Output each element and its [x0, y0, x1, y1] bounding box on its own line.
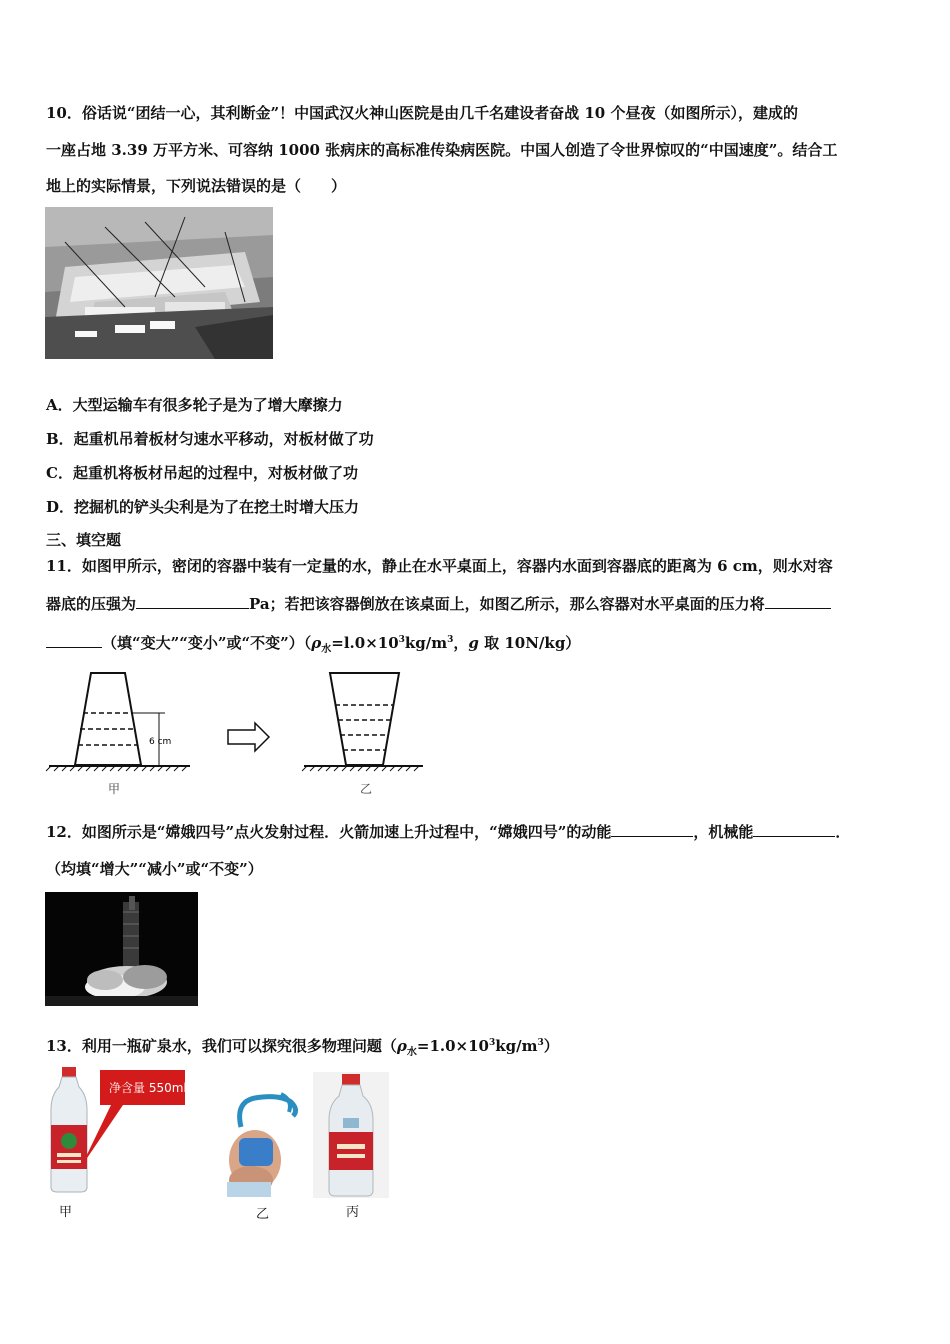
q11-text-3d: ， — [453, 634, 469, 652]
rocket-launch-photo — [45, 892, 198, 1006]
q11-text-3a: （填“变大”“变小”或“不变”）（ — [102, 634, 312, 652]
q13-rho: ρ — [396, 1037, 407, 1055]
q11-rho: ρ — [311, 634, 322, 652]
q11-force-blank[interactable] — [765, 594, 831, 609]
q11-line-1: 11．如图甲所示，密闭的容器中装有一定量的水，静止在水平桌面上，容器内水面到容器底的距离为 6 cm，则水对容 — [46, 557, 833, 575]
volume-callout: 净含量 550ml — [109, 1081, 187, 1095]
q13-label-jia: 甲 — [59, 1205, 73, 1220]
q11-text-2a: 器底的压强为 — [46, 595, 137, 613]
q12-line-1 — [46, 822, 850, 842]
q13-text-1c: kg/m — [495, 1037, 538, 1055]
bottle-yi-photo — [221, 1082, 301, 1197]
bottle-bing-photo — [313, 1072, 389, 1198]
q13-line-1 — [46, 1033, 559, 1063]
height-label: 6 cm — [149, 737, 172, 747]
q11-line-2 — [46, 594, 831, 614]
q11-exp: 3 — [398, 635, 405, 645]
q12-text-1a: 12．如图所示是“嫦娥四号”点火发射过程．火箭加速上升过程中，“嫦娥四号”的动能 — [46, 823, 612, 841]
q13-label-bing: 丙 — [346, 1205, 360, 1220]
q12-text-1c: ． — [835, 823, 851, 841]
q13-text-1a: 13．利用一瓶矿泉水，我们可以探究很多物理问题（ — [46, 1037, 397, 1055]
q12-text-1b: ，机械能 — [693, 823, 754, 841]
q12-line-2: （均填“增大”“减小”或“不变”） — [46, 860, 263, 878]
q11-text-2b: Pa；若把该容器倒放在该桌面上，如图乙所示，那么容器对水平桌面的压力将 — [249, 595, 765, 613]
q11-text-3c: kg/m — [404, 634, 448, 652]
q10-option-a: A．大型运输车有很多轮子是为了增大摩擦力 — [46, 396, 343, 414]
q10-option-d: D．挖掘机的铲头尖利是为了在挖土时增大压力 — [46, 498, 360, 516]
q13-label-yi: 乙 — [256, 1207, 270, 1222]
q11-water-sub: 水 — [321, 644, 332, 655]
q11-exp-2: 3 — [447, 635, 454, 645]
q10-line-1: 10．俗话说“团结一心，其利断金”！中国武汉火神山医院是由几千名建设者奋战 10 个昼夜（如图所示），建成的 — [46, 104, 798, 122]
q11-text-3e: 取 10N/kg） — [478, 634, 581, 652]
q11-force-blank-cont[interactable] — [46, 633, 102, 648]
q13-text-1b: =1.0×10 — [416, 1037, 489, 1055]
q11-line-3 — [46, 630, 580, 660]
hospital-construction-photo — [45, 207, 273, 359]
q10-option-c: C．起重机将板材吊起的过程中，对板材做了功 — [46, 464, 358, 482]
q11-pressure-blank[interactable] — [136, 594, 249, 609]
q10-option-b: B．起重机吊着板材匀速水平移动，对板材做了功 — [46, 430, 374, 448]
q10-line-3: 地上的实际情景，下列说法错误的是（ ） — [46, 177, 347, 195]
section-title: 三、填空题 — [46, 531, 122, 549]
q13-text-1d: ） — [543, 1037, 559, 1055]
q12-kinetic-blank[interactable] — [611, 822, 693, 837]
q13-exp: 3 — [488, 1038, 496, 1048]
q13-water-sub: 水 — [406, 1047, 417, 1058]
q12-mechanical-blank[interactable] — [753, 822, 835, 837]
q13-exp-2: 3 — [537, 1038, 544, 1048]
q10-line-2: 一座占地 3.39 万平方米、可容纳 1000 张病床的高标准传染病医院。中国人创造了令世界惊叹的“中国速度”。结合工 — [46, 141, 838, 159]
q11-text-3b: =l.0×10 — [331, 634, 399, 652]
q11-label-yi: 乙 — [360, 782, 373, 796]
q11-g: g — [468, 634, 479, 652]
container-diagram — [45, 665, 425, 800]
q11-label-jia: 甲 — [108, 782, 121, 796]
bottle-jia-photo — [45, 1065, 195, 1195]
